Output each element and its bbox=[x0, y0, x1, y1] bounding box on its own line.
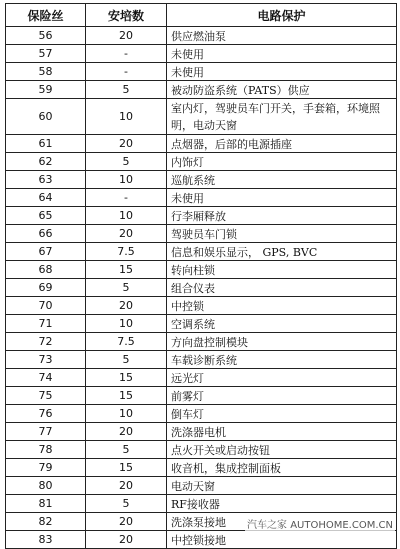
circuit-description: 车载诊断系统 bbox=[167, 351, 397, 369]
fuse-number: 70 bbox=[6, 297, 86, 315]
fuse-number: 78 bbox=[6, 441, 86, 459]
table-row bbox=[6, 243, 397, 261]
circuit-description: 电动天窗 bbox=[167, 477, 397, 495]
circuit-description: RF接收器 bbox=[167, 495, 397, 513]
amperage: 15 bbox=[86, 387, 167, 405]
circuit-description: 供应燃油泵 bbox=[167, 27, 397, 45]
fuse-number: 68 bbox=[6, 261, 86, 279]
table-row bbox=[6, 27, 397, 45]
watermark: 汽车之家 AUTOHOME.COM.CN bbox=[245, 516, 395, 531]
table-row bbox=[6, 315, 397, 333]
fuse-number: 56 bbox=[6, 27, 86, 45]
fuse-number: 64 bbox=[6, 189, 86, 207]
table-row bbox=[6, 351, 397, 369]
amperage: 20 bbox=[86, 297, 167, 315]
circuit-description: 点烟器，后部的电源插座 bbox=[167, 135, 397, 153]
amperage: 5 bbox=[86, 153, 167, 171]
circuit-description: 收音机，集成控制面板 bbox=[167, 459, 397, 477]
fuse-number: 60 bbox=[6, 99, 86, 135]
table-row bbox=[6, 297, 397, 315]
circuit-description: 被动防盗系统（PATS）供应 bbox=[167, 81, 397, 99]
amperage: 5 bbox=[86, 351, 167, 369]
amperage: 10 bbox=[86, 207, 167, 225]
amperage: 15 bbox=[86, 369, 167, 387]
amperage: 20 bbox=[86, 27, 167, 45]
table-row bbox=[6, 495, 397, 513]
amperage: - bbox=[86, 189, 167, 207]
circuit-description: 驾驶员车门锁 bbox=[167, 225, 397, 243]
fuse-number: 83 bbox=[6, 531, 86, 549]
amperage: 20 bbox=[86, 135, 167, 153]
amperage: 20 bbox=[86, 513, 167, 531]
circuit-description: 洗涤器电机 bbox=[167, 423, 397, 441]
fuse-number: 74 bbox=[6, 369, 86, 387]
table-row bbox=[6, 423, 397, 441]
circuit-description: 前雾灯 bbox=[167, 387, 397, 405]
circuit-description: 信息和娱乐显示， GPS, BVC bbox=[167, 243, 397, 261]
table-row bbox=[6, 171, 397, 189]
table-row bbox=[6, 45, 397, 63]
table-row bbox=[6, 405, 397, 423]
fuse-table bbox=[5, 3, 397, 549]
amperage: 5 bbox=[86, 81, 167, 99]
amperage: 10 bbox=[86, 405, 167, 423]
circuit-description: 转向柱锁 bbox=[167, 261, 397, 279]
fuse-number: 61 bbox=[6, 135, 86, 153]
fuse-number: 76 bbox=[6, 405, 86, 423]
table-row bbox=[6, 333, 397, 351]
amperage: 10 bbox=[86, 99, 167, 135]
amperage: 20 bbox=[86, 225, 167, 243]
circuit-description: 空调系统 bbox=[167, 315, 397, 333]
fuse-number: 62 bbox=[6, 153, 86, 171]
table-row bbox=[6, 207, 397, 225]
circuit-description: 室内灯，驾驶员车门开关，手套箱，环境照明，电动天窗 bbox=[167, 99, 397, 135]
amperage: 15 bbox=[86, 261, 167, 279]
amperage: 10 bbox=[86, 171, 167, 189]
circuit-description: 中控锁 bbox=[167, 297, 397, 315]
fuse-number: 80 bbox=[6, 477, 86, 495]
fuse-number: 57 bbox=[6, 45, 86, 63]
circuit-description: 点火开关或启动按钮 bbox=[167, 441, 397, 459]
table-row bbox=[6, 387, 397, 405]
fuse-number: 75 bbox=[6, 387, 86, 405]
fuse-number: 65 bbox=[6, 207, 86, 225]
header-fuse: 保险丝 bbox=[6, 4, 86, 27]
circuit-description: 组合仪表 bbox=[167, 279, 397, 297]
fuse-number: 66 bbox=[6, 225, 86, 243]
circuit-description: 倒车灯 bbox=[167, 405, 397, 423]
circuit-description: 行李厢释放 bbox=[167, 207, 397, 225]
fuse-number: 71 bbox=[6, 315, 86, 333]
fuse-number: 79 bbox=[6, 459, 86, 477]
amperage: 7.5 bbox=[86, 243, 167, 261]
header-amperage: 安培数 bbox=[86, 4, 167, 27]
amperage: 5 bbox=[86, 279, 167, 297]
amperage: 15 bbox=[86, 459, 167, 477]
fuse-number: 58 bbox=[6, 63, 86, 81]
amperage: 20 bbox=[86, 423, 167, 441]
table-row bbox=[6, 63, 397, 81]
table-row bbox=[6, 153, 397, 171]
circuit-description: 巡航系统 bbox=[167, 171, 397, 189]
circuit-description: 洗涤泵接地 bbox=[167, 513, 397, 531]
table-row bbox=[6, 225, 397, 243]
amperage: - bbox=[86, 63, 167, 81]
header-circuit: 电路保护 bbox=[167, 4, 397, 27]
circuit-description: 内饰灯 bbox=[167, 153, 397, 171]
table-body bbox=[6, 27, 397, 549]
circuit-description: 未使用 bbox=[167, 45, 397, 63]
circuit-description: 远光灯 bbox=[167, 369, 397, 387]
table-row bbox=[6, 189, 397, 207]
table-row bbox=[6, 531, 397, 549]
amperage: 5 bbox=[86, 495, 167, 513]
amperage: 7.5 bbox=[86, 333, 167, 351]
table-row bbox=[6, 477, 397, 495]
fuse-number: 67 bbox=[6, 243, 86, 261]
circuit-description: 未使用 bbox=[167, 63, 397, 81]
table-row bbox=[6, 279, 397, 297]
circuit-description: 中控锁接地 bbox=[167, 531, 397, 549]
fuse-number: 59 bbox=[6, 81, 86, 99]
fuse-number: 69 bbox=[6, 279, 86, 297]
fuse-number: 82 bbox=[6, 513, 86, 531]
table-row bbox=[6, 99, 397, 135]
table-row bbox=[6, 135, 397, 153]
amperage: 5 bbox=[86, 441, 167, 459]
amperage: 10 bbox=[86, 315, 167, 333]
header-row bbox=[6, 4, 397, 27]
amperage: - bbox=[86, 45, 167, 63]
fuse-number: 63 bbox=[6, 171, 86, 189]
fuse-number: 77 bbox=[6, 423, 86, 441]
circuit-description: 未使用 bbox=[167, 189, 397, 207]
fuse-number: 81 bbox=[6, 495, 86, 513]
table-row bbox=[6, 441, 397, 459]
amperage: 20 bbox=[86, 531, 167, 549]
table-row bbox=[6, 81, 397, 99]
table-row bbox=[6, 261, 397, 279]
fuse-number: 72 bbox=[6, 333, 86, 351]
circuit-description: 方向盘控制模块 bbox=[167, 333, 397, 351]
amperage: 20 bbox=[86, 477, 167, 495]
table-row bbox=[6, 459, 397, 477]
fuse-number: 73 bbox=[6, 351, 86, 369]
table-row bbox=[6, 369, 397, 387]
